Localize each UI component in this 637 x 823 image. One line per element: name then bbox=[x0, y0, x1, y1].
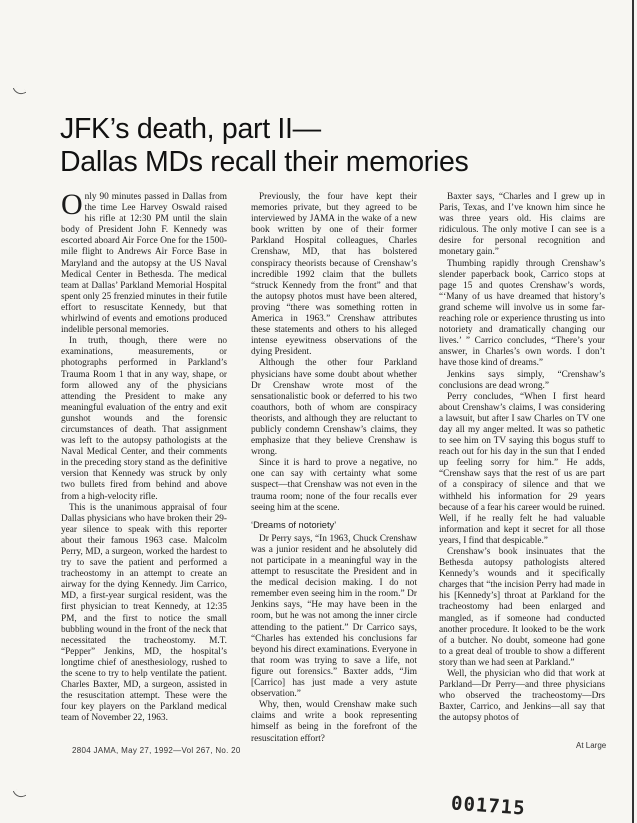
col2-paragraph-2: Although the other four Parkland physicians have some doubt about whether Dr Crenshaw wrote most of the sensationalistic book or deferred to his two coauthors, both of whom are conspiracy theorists, and although they are reluctant to publicly condemn Crenshaw’s claims, they emphasize that they believe Crenshaw is wrong. bbox=[251, 358, 417, 458]
column-2 bbox=[251, 192, 417, 745]
col1-paragraph-1: Only 90 minutes passed in Dallas from the time Lee Harvey Oswald raised his rifle at 12:30 PM until the slain body of President John F. Kennedy was escorted aboard Air Force One for the 1500-mile flight to Andrews Air Force Base in Maryland and the autopsy at the US Naval Medical Center in Bethesda. The medical team at Dallas’ Parkland Memorial Hospital spent only 25 frenzied minutes in their futile effort to resuscitate Kennedy, but that whirlwind of events and emotions produced indelible personal memories. bbox=[61, 188, 227, 336]
col2-paragraph-1: Previously, the four have kept their memories private, but they agreed to be interviewed by JAMA in the wake of a new book written by one of their former Parkland Hospital colleagues, Charles Crenshaw, MD, that has bolstered conspiracy theorists because of Crenshaw’s incredible 1992 claim that the bullets “struck Kennedy from the front” and that the autopsy photos must have been altered, proving “there was something rotten in America in 1963.” Crenshaw attributes these statements and others to his alleged intense eyewitness observations of the dying President. bbox=[251, 192, 417, 358]
page-edge-line bbox=[632, 0, 634, 823]
page-footer: 2804 JAMA, May 27, 1992—Vol 267, No. 20 bbox=[72, 746, 241, 755]
col3-paragraph-2: Thumbing rapidly through Crenshaw’s slender paperback book, Carrico stops at page 15 and quotes Crenshaw’s words, “‘Many of us have dreamed that history’s grand scheme will involve us in some far-reaching role or experience thrusting us into notoriety and dramatically changing our lives.’ ” Carrico concludes, “There’s your answer, in Charles’s own words. I don’t have those kind of dreams.” bbox=[439, 258, 605, 369]
col3-paragraph-1: Baxter says, “Charles and I grew up in Paris, Texas, and I’ve known him since he was three years old. His claims are ridiculous. The only motive I can see is a desire for personal recognition and monetary gain.” bbox=[439, 192, 605, 258]
col1-paragraph-3: This is the unanimous appraisal of four Dallas physicians who have broken their 29-year silence to speak with this reporter about their famous 1963 case. Malcolm Perry, MD, a surgeon, worked the hardest to try to save the patient and performed a tracheostomy in an attempt to create an airway for the dying Kennedy. Jim Carrico, MD, a first-year surgical resident, was the first physician to treat Kennedy, at 12:35 PM, and the first to notice the small bubbling wound in the front of the neck that necessitated the tracheostomy. M.T. “Pepper” Jenkins, MD, the hospital’s longtime chief of anesthesiology, rushed to the scene to try to help ventilate the patient. Charles Baxter, MD, a surgeon, assisted in the resuscitation attempt. These were the four key players on the Parkland medical team of November 22, 1963. bbox=[61, 502, 227, 724]
article-title bbox=[60, 113, 580, 179]
drop-cap: O bbox=[61, 188, 83, 221]
margin-mark-top bbox=[13, 84, 26, 96]
column-3 bbox=[439, 192, 605, 725]
col3-paragraph-4: Perry concludes, “When I first heard about Crenshaw’s claims, I was considering a lawsuit, but after I saw Charles on TV one day all my anger melted. It was so pathetic to see him on TV saying this bogus stuff to reach out for his day in the sun that I ended up feeling sorry for him.” He adds, “Crenshaw says that the rest of us are part of a conspiracy of silence and that we withheld his information for 29 years because of a fear his career would be ruined. Well, if he really felt he had valuable information and kept it secret for all those years, I find that despicable.” bbox=[439, 391, 605, 546]
col2-paragraph-3: Since it is hard to prove a negative, no one can say with certainty what some suspect—that Crenshaw was not even in the trauma room; none of the four recalls ever seeing him at the scene. bbox=[251, 458, 417, 513]
col3-paragraph-6: Well, the physician who did that work at Parkland—Dr Perry—and three physicians who observed the tracheostomy—Drs Baxter, Carrico, and Jenkins—all say that the autopsy photos of bbox=[439, 669, 605, 724]
col3-paragraph-5: Crenshaw’s book insinuates that the Bethesda autopsy pathologists altered Kennedy’s wounds and it specifically charges that “the incision Perry had made in his [Kennedy’s] throat at Parkland for the tracheostomy had been enlarged and mangled, as if someone had conducted another procedure. It looked to be the work of a butcher. No doubt, someone had gone to a great deal of trouble to show a different story than we had seen at Parkland.” bbox=[439, 547, 605, 668]
col2-paragraph-5: Why, then, would Crenshaw make such claims and write a book representing himself as being in the forefront of the resuscitation effort? bbox=[251, 700, 417, 744]
margin-mark-bottom bbox=[13, 787, 26, 799]
column-1 bbox=[61, 188, 227, 725]
section-label: At Large bbox=[576, 741, 607, 750]
col2-paragraph-4: Dr Perry says, “In 1963, Chuck Crenshaw was a junior resident and he absolutely did not participate in a meaningful way in the attempt to resuscitate the President and in the medical decision making. I do not remember even seeing him in the room.” Dr Jenkins says, “He may have been in the room, but he was not among the inner circle attending to the patient.” Dr Carrico says, “Charles has extended his conclusions far beyond his direct examinations. Everyone in that room was trying to save a life, not figure out forensics.” Baxter adds, “Jim [Carrico] has just made a very astute observation.” bbox=[251, 533, 417, 700]
col1-paragraph-2: In truth, though, there were no examinations, measurements, or photographs performed in Parkland’s Trauma Room 1 that in any way, shape, or form allowed any of the physicians attending the President to make any meaningful evaluation of the entry and exit gunshot wounds and the forensic circumstances of death. That assignment was left to the autopsy pathologists at the Naval Medical Center, and their comments in the preceding story stand as the definitive version that Kennedy was struck by only two bullets fired from behind and above from a high-velocity rifle. bbox=[61, 336, 227, 502]
col3-paragraph-3: Jenkins says simply, “Crenshaw’s conclusions are dead wrong.” bbox=[439, 369, 605, 391]
title-line-2: Dallas MDs recall their memories bbox=[60, 146, 469, 178]
section-heading: ‘Dreams of notoriety’ bbox=[251, 519, 337, 530]
document-stamp-number: 001715 bbox=[450, 792, 527, 820]
title-line-1: JFK’s death, part II— bbox=[60, 113, 321, 145]
